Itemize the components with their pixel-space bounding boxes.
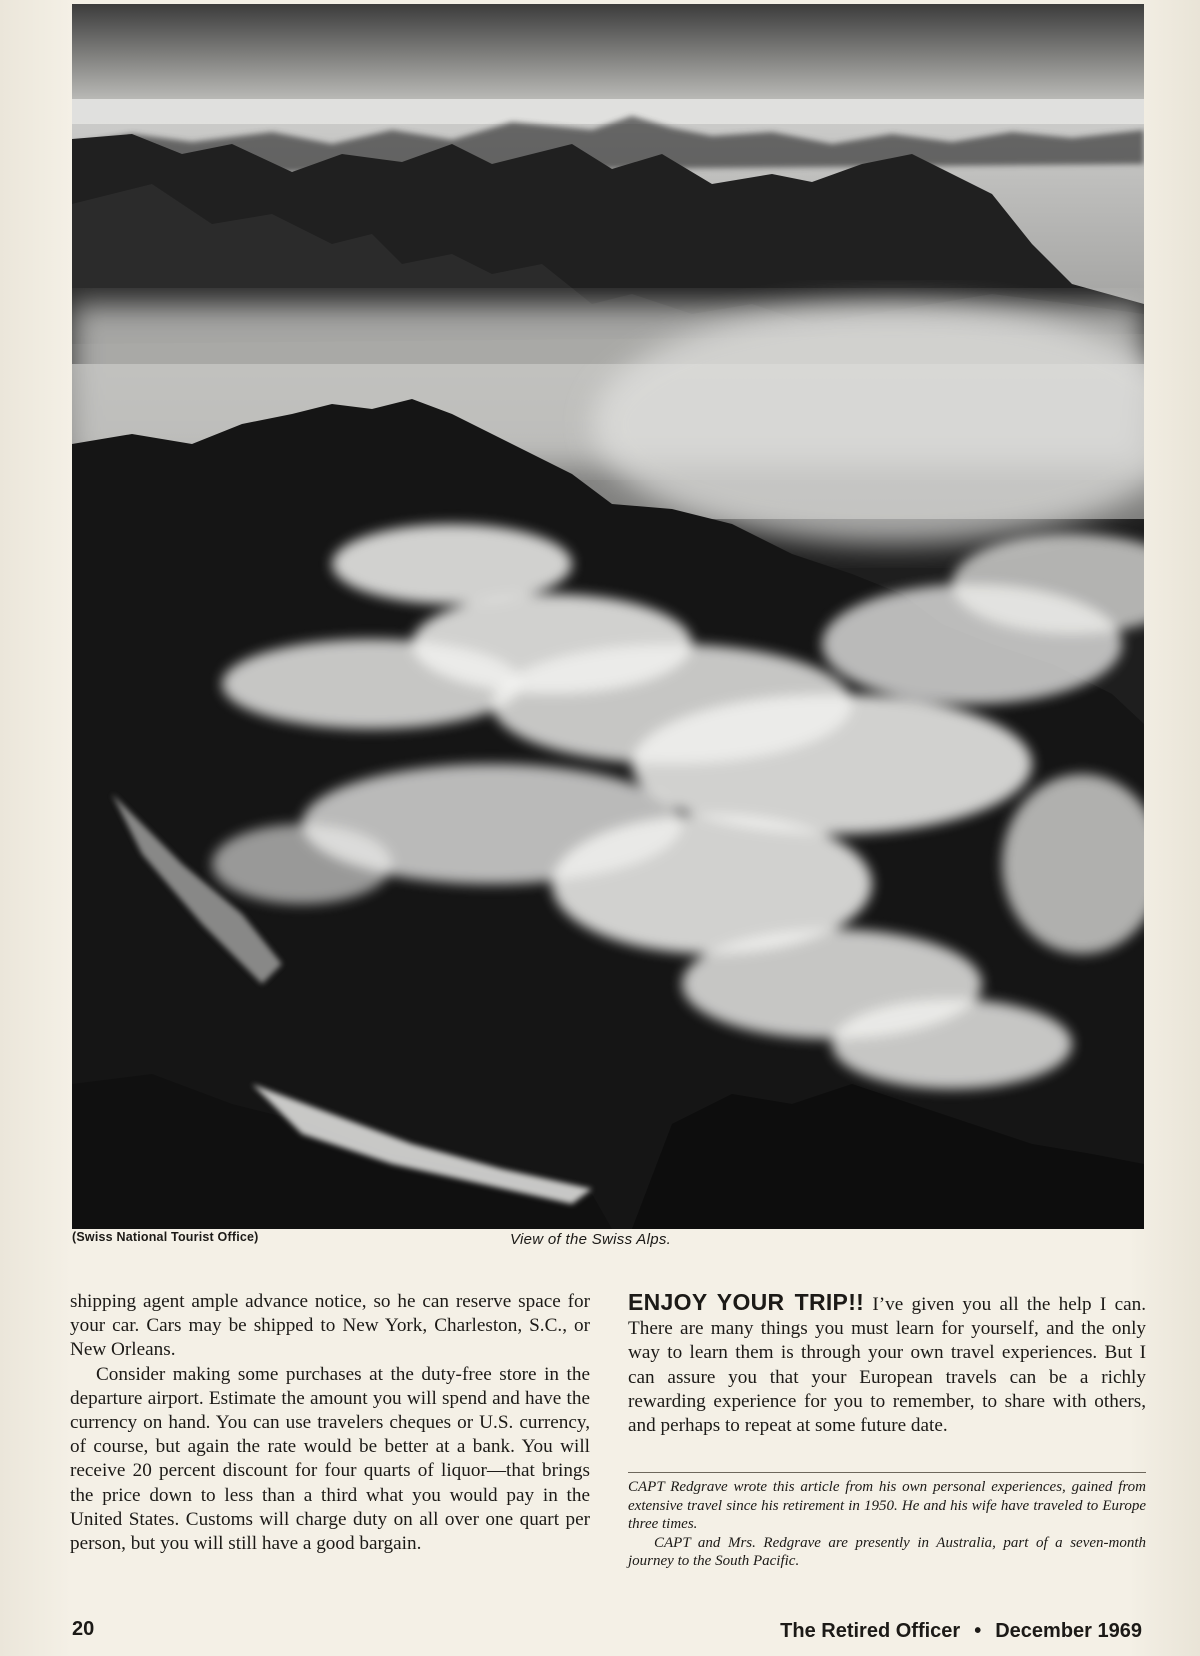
closing-text: I’ve given you all the help I can. There are many things you must learn for yourself, and the only way to learn them is through your own travel experiences. But I can assure you that your European travels can be a richly rewarding experience for you to remember, to share with others, and perhaps to repeat at some future date.: [628, 1294, 1146, 1437]
right-column: [628, 1290, 1146, 1438]
photo-caption: View of the Swiss Alps.: [510, 1231, 672, 1248]
author-note: [628, 1478, 1146, 1571]
issue-date: December 1969: [995, 1620, 1142, 1642]
page-number: 20: [72, 1618, 95, 1640]
publication-name: The Retired Officer: [780, 1620, 961, 1642]
running-footer: [780, 1620, 1142, 1643]
paragraph: Consider making some purchases at the duty-free store in the departure airport. Estimate the amount you will spend and have the currency on hand. You can use travelers cheques or U.S. currency, of course, but again the rate would be better at a bank. You will receive 20 percent discount for four quarts of liquor—that brings the price down to less than a third what you would pay in the United States. Customs will charge duty on all over one quart per person, but you will still have a good bargain.: [70, 1363, 590, 1555]
photo-credit: (Swiss National Tourist Office): [72, 1230, 259, 1244]
footer-separator: •: [974, 1620, 982, 1642]
alps-photo-illustration: [72, 4, 1144, 1229]
author-note-paragraph: CAPT Redgrave wrote this article from his own personal experiences, gained from extensive travel since his retirement in 1950. He and his wife have traveled to Europe three times.: [628, 1479, 1146, 1533]
swiss-alps-photo: [72, 4, 1144, 1229]
author-note-paragraph: CAPT and Mrs. Redgrave are presently in Australia, part of a seven-month journey to the South Pacific.: [628, 1534, 1146, 1570]
closing-paragraph: [628, 1290, 1146, 1438]
left-column: [70, 1290, 590, 1556]
closing-headline: ENJOY YOUR TRIP!!: [628, 1289, 865, 1315]
paragraph: shipping agent ample advance notice, so he can reserve space for your car. Cars may be shipped to New York, Charleston, S.C., or New Orleans.: [70, 1291, 590, 1361]
divider: [628, 1472, 1146, 1473]
